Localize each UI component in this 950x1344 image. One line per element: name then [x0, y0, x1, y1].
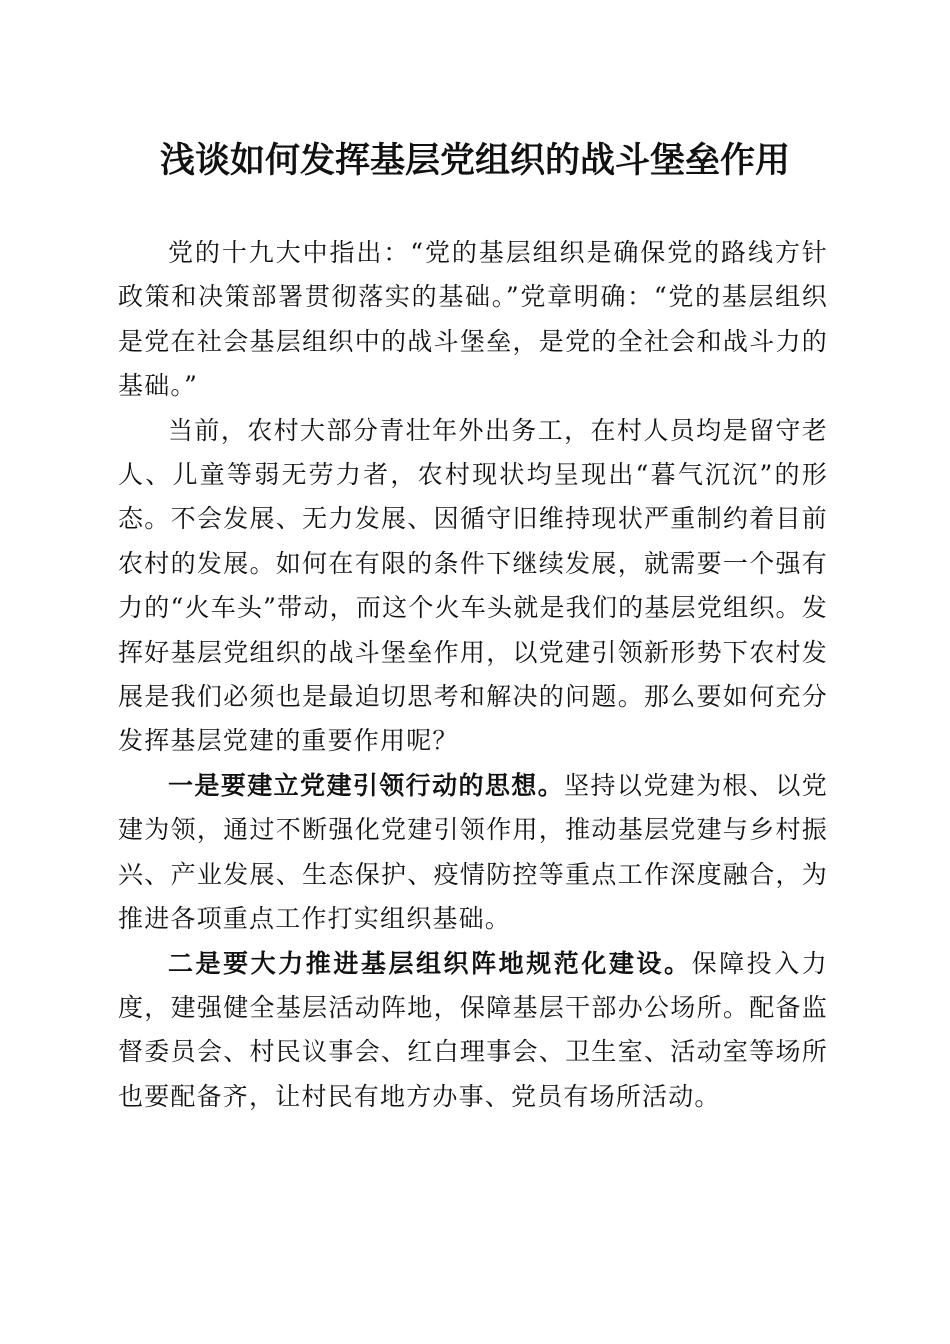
paragraph-3-text: 坚持以党建为根、以党建为领，通过不断强化党建引领作用，推动基层党建与乡村振兴、产业发展、生态保护、疫情防控等重点工作深度融合，为推进各项重点工作打实组织基础。	[118, 770, 828, 934]
paragraph-3-lead: 一是要建立党建引领行动的思想。	[168, 770, 565, 800]
document-title: 浅谈如何发挥基层党组织的战斗堡垒作用	[159, 140, 790, 181]
paragraph-2	[118, 409, 828, 764]
paragraph-3	[118, 764, 828, 942]
paragraph-1	[118, 231, 828, 409]
paragraph-2-text: 当前，农村大部分青壮年外出务工，在村人员均是留守老人、儿童等弱无劳力者，农村现状均呈现出“暮气沉沉”的形态。不会发展、无力发展、因循守旧维持现状严重制约着目前农村的发展。如何在有限的条件下继续发展，就需要一个强有力的“火车头”带动，而这个火车头就是我们的基层党组织。发挥好基层党组织的战斗堡垒作用，以党建引领新形势下农村发展是我们必须也是最迫切思考和解决的问题。那么要如何充分发挥基层党建的重要作用呢？	[118, 415, 828, 756]
paragraph-4	[118, 942, 828, 1120]
paragraph-1-text: 党的十九大中指出：“党的基层组织是确保党的路线方针政策和决策部署贯彻落实的基础。”党章明确：“党的基层组织是党在社会基层组织中的战斗堡垒，是党的全社会和战斗力的基础。”	[118, 238, 828, 401]
paragraph-4-lead: 二是要大力推进基层组织阵地规范化建设。	[168, 948, 692, 978]
paragraph-4-text: 保障投入力度，建强健全基层活动阵地，保障基层干部办公场所。配备监督委员会、村民议事会、红白理事会、卫生室、活动室等场所也要配备齐，让村民有地方办事、党员有场所活动。	[118, 948, 828, 1111]
document-body	[118, 231, 828, 1119]
